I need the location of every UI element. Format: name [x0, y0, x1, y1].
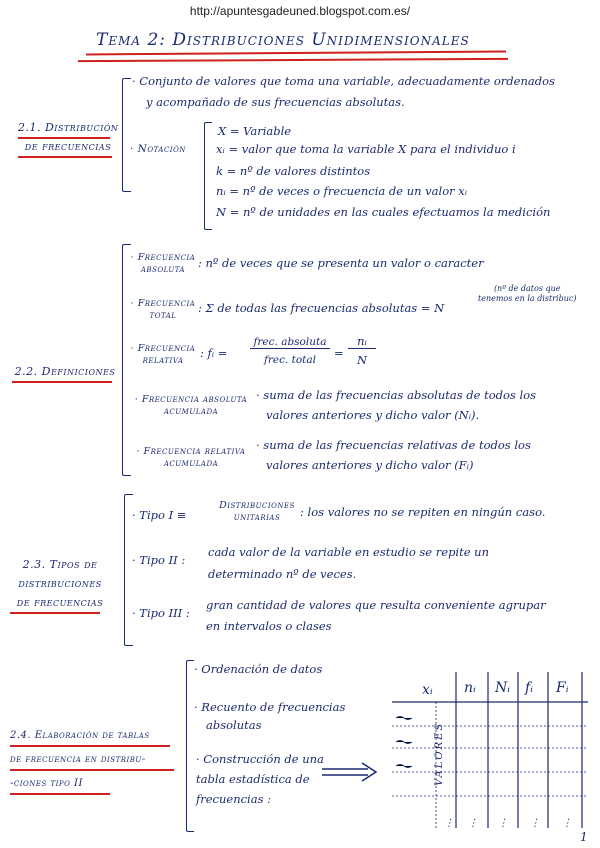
step-line: frecuencias :	[196, 792, 272, 806]
table-header: Nᵢ	[495, 680, 511, 696]
definition-line: determinado nº de veces.	[208, 567, 357, 581]
table-header: xᵢ	[422, 682, 433, 698]
svg-text:⋮: ⋮	[444, 818, 454, 829]
definition-line: : Σ de todas las frecuencias absolutas = N	[198, 301, 445, 315]
term-label: · Frecuencia total	[130, 298, 196, 321]
table-header: Fᵢ	[556, 680, 569, 696]
term-label: Distribuciones unitarias	[219, 500, 295, 523]
formula-lhs: : fᵢ =	[200, 346, 228, 360]
term-label: · Frecuencia relativa acumulada	[136, 446, 246, 469]
side-note: (nº de datos que tenemos en la distribuc)	[478, 284, 577, 303]
definition-line: valores anteriores y dicho valor (Nᵢ).	[266, 408, 480, 422]
section-heading-2-3: 2.3. Tipos de distribuciones de frecuencias	[16, 558, 104, 609]
formula-denominator: frec. total	[263, 354, 317, 366]
brace	[122, 78, 131, 192]
section-heading-2-1: 2.1. Distribución de frecuencias	[18, 121, 119, 153]
section-heading-2-4: 2.4. Elaboración de tablas de frecuencia en distribu- -ciones tipo II	[10, 730, 150, 789]
definition-line: · suma de las frecuencias relativas de todos los	[256, 438, 531, 452]
source-url: http://apuntesgadeuned.blogspot.com.es/	[189, 4, 411, 18]
notation-item: k = nº de valores distintos	[216, 164, 371, 178]
heading-underline	[12, 381, 112, 383]
heading-underline	[18, 156, 112, 158]
term-label: · Frecuencia absoluta	[130, 252, 196, 275]
formula-numerator: nᵢ	[348, 334, 376, 349]
definition-line: : nº de veces que se presenta un valor o caracter	[198, 256, 484, 270]
notation-item: xᵢ = valor que toma la variable X para el individuo i	[216, 142, 516, 156]
notation-item: nᵢ = nº de veces o frecuencia de un valor xᵢ	[216, 184, 468, 198]
frequency-table	[392, 668, 592, 840]
heading-underline	[10, 745, 170, 747]
svg-text:⋮: ⋮	[530, 818, 540, 829]
term-label: · Frecuencia relativa	[130, 343, 196, 366]
formula-numerator: frec. absoluta	[250, 336, 330, 349]
definition-line: en intervalos o clases	[206, 619, 332, 633]
definition-line: y acompañado de sus frecuencias absolutas.	[146, 95, 405, 109]
heading-underline	[10, 769, 174, 771]
title-underline-2	[78, 58, 508, 62]
arrow-right-icon	[320, 760, 380, 784]
table-side-label: VALORES	[434, 721, 445, 786]
step-line: · Recuento de frecuencias	[194, 700, 346, 714]
notation-item: N = nº de unidades en las cuales efectuamos la medición	[216, 205, 551, 219]
formula-equals: =	[334, 346, 344, 360]
definition-line: : los valores no se repiten en ningún caso.	[300, 505, 546, 519]
heading-underline	[18, 137, 110, 139]
step-line: absolutas	[206, 718, 262, 732]
type-label: · Tipo II :	[132, 553, 186, 567]
definition-line: · Conjunto de valores que toma una variable, adecuadamente ordenados	[132, 74, 555, 88]
title-underline	[86, 51, 506, 56]
type-label: · Tipo III :	[132, 606, 190, 620]
svg-text:⋮: ⋮	[562, 818, 572, 829]
notation-item: X = Variable	[218, 124, 292, 138]
heading-underline	[10, 793, 110, 795]
step-line: · Ordenación de datos	[194, 662, 323, 676]
section-heading-2-2: 2.2. Definiciones	[14, 365, 116, 378]
svg-text:⋮: ⋮	[468, 818, 478, 829]
table-header: nᵢ	[464, 680, 476, 696]
page-title: Tema 2: Distribuciones Unidimensionales	[96, 30, 470, 50]
definition-line: · suma de las frecuencias absolutas de todos los	[256, 388, 536, 402]
brace	[204, 122, 212, 230]
definition-line: gran cantidad de valores que resulta conveniente agrupar	[206, 598, 546, 612]
term-label: · Frecuencia absoluta acumulada	[134, 394, 248, 417]
table-header: fᵢ	[525, 680, 533, 696]
page-number: 1	[580, 830, 588, 844]
heading-underline	[10, 612, 100, 614]
definition-line: valores anteriores y dicho valor (Fᵢ)	[266, 458, 474, 472]
formula-denominator: N	[356, 353, 368, 367]
step-line: · Construcción de una	[196, 752, 324, 766]
svg-text:⋮: ⋮	[498, 818, 508, 829]
definition-line: cada valor de la variable en estudio se repite un	[208, 545, 489, 559]
step-line: tabla estadística de	[196, 772, 310, 786]
brace	[186, 660, 194, 832]
type-label: · Tipo I ≡	[132, 508, 187, 522]
notation-label: · Notación	[130, 143, 186, 155]
